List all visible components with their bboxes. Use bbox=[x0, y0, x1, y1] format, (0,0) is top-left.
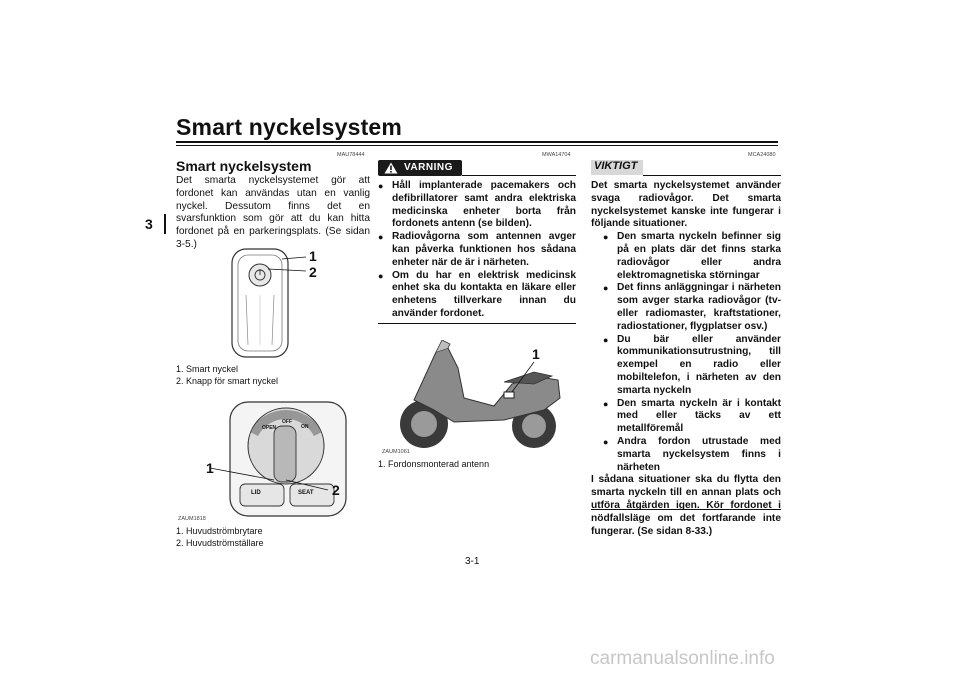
chapter-number: 3 bbox=[145, 216, 153, 232]
title-rule bbox=[176, 141, 778, 143]
switch-open-label: OPEN bbox=[262, 425, 277, 431]
figure3-label-1: 1 bbox=[532, 346, 540, 362]
switch-knob bbox=[274, 426, 296, 482]
figure1-label-2: 2 bbox=[309, 264, 317, 280]
warning-end-rule bbox=[378, 323, 576, 324]
important-item: ● Du bär eller använder kommunikationsutrustning, till exempel en radio eller mobiltelefon, i närheten av den smarta nyckeln bbox=[603, 334, 781, 398]
switch-on-label: ON bbox=[301, 424, 309, 430]
section-body: Det smarta nyckelsystemet gör att fordonet kan användas utan en vanlig nyckel. Dessutom finns det en svarsfunktion som gör att du kan hitta fordonet på en parkeringsplats. (Se sidan 3-5.) bbox=[176, 175, 370, 250]
warning-label: VARNING bbox=[404, 162, 453, 173]
figure1-label-1: 1 bbox=[309, 248, 317, 264]
important-label: VIKTIGT bbox=[594, 160, 638, 172]
figure2-label-1: 1 bbox=[206, 460, 214, 476]
title-rule-thin bbox=[176, 145, 778, 146]
figure1-caption-1: 1. Smart nyckel bbox=[176, 364, 239, 374]
important-item: ● Det finns anläggningar i närheten som avger starka radiovågor (tv- eller radiomaster, kraftstationer, radiostationer, flygplatser osv.) bbox=[603, 282, 781, 333]
important-code: MCA24080 bbox=[748, 152, 776, 158]
figure3-caption: 1. Fordonsmonterad antenn bbox=[378, 459, 490, 469]
section-code: MAU78444 bbox=[337, 152, 365, 158]
warning-item: ● Radiovågorna som antennen avger kan påverka funktionen hos sådana enheter när de är i närheten. bbox=[378, 231, 576, 269]
figure2-code: ZAUM1818 bbox=[178, 516, 206, 522]
antenna-marker bbox=[504, 392, 514, 398]
chapter-tab-bar bbox=[142, 214, 166, 234]
warning-triangle-icon bbox=[384, 162, 398, 174]
smart-key-figure bbox=[224, 245, 334, 363]
figure2-caption-1: 1. Huvudströmbrytare bbox=[176, 526, 263, 536]
figure3-code: ZAUM1061 bbox=[382, 449, 410, 455]
switch-off-label: OFF bbox=[282, 419, 292, 425]
important-body bbox=[591, 180, 781, 538]
scooter-figure bbox=[384, 340, 574, 456]
lid-button bbox=[240, 484, 284, 506]
figure2-label-2: 2 bbox=[332, 482, 340, 498]
warning-item: ● Om du har en elektrisk medicinsk enhet ska du kontakta en läkare eller enhetens tillverkare innan du använder fordonet. bbox=[378, 270, 576, 321]
warning-list bbox=[378, 180, 576, 321]
important-item: ● Andra fordon utrustade med smarta nyckelsystem finns i närheten bbox=[603, 436, 781, 474]
switch-seat-label: SEAT bbox=[298, 490, 314, 496]
important-rule bbox=[643, 175, 781, 176]
figure2-captions bbox=[176, 526, 264, 549]
watermark: carmanualsonline.info bbox=[590, 648, 775, 669]
section-title: Smart nyckelsystem bbox=[176, 158, 312, 174]
important-end-rule bbox=[591, 509, 781, 510]
page-title: Smart nyckelsystem bbox=[176, 114, 403, 140]
switch-lid-label: LID bbox=[251, 490, 261, 496]
warning-item: ● Håll implanterade pacemakers och defibrillatorer samt andra elektriska medicinska enheter borta från fordonets antenn (se bilden). bbox=[378, 180, 576, 231]
important-intro: Det smarta nyckelsystemet använder svaga radiovågor. Det smarta nyckelsystemet kanske inte fungerar i följande situationer. bbox=[591, 180, 781, 230]
warning-code: MWA14704 bbox=[542, 152, 571, 158]
figure1-caption-2: 2. Knapp för smart nyckel bbox=[176, 375, 279, 386]
important-item: ● Den smarta nyckeln befinner sig på en plats där det finns starka radiovågor eller andra elektromagnetiska störningar bbox=[603, 231, 781, 282]
figure1-captions bbox=[176, 364, 278, 387]
warning-rule bbox=[462, 175, 576, 176]
page-number: 3-1 bbox=[465, 556, 480, 567]
important-item: ● Den smarta nyckeln är i kontakt med eller täcks av ett metallföremål bbox=[603, 398, 781, 436]
figure2-caption-2: 2. Huvudströmställare bbox=[176, 537, 264, 548]
important-outro: I sådana situationer ska du flytta den smarta nyckeln till en annan plats och utföra åtgärden igen. Kör fordonet i nödfallsläge om det fortfarande inte fungerar. (Se sidan 8-33.) bbox=[591, 474, 781, 537]
